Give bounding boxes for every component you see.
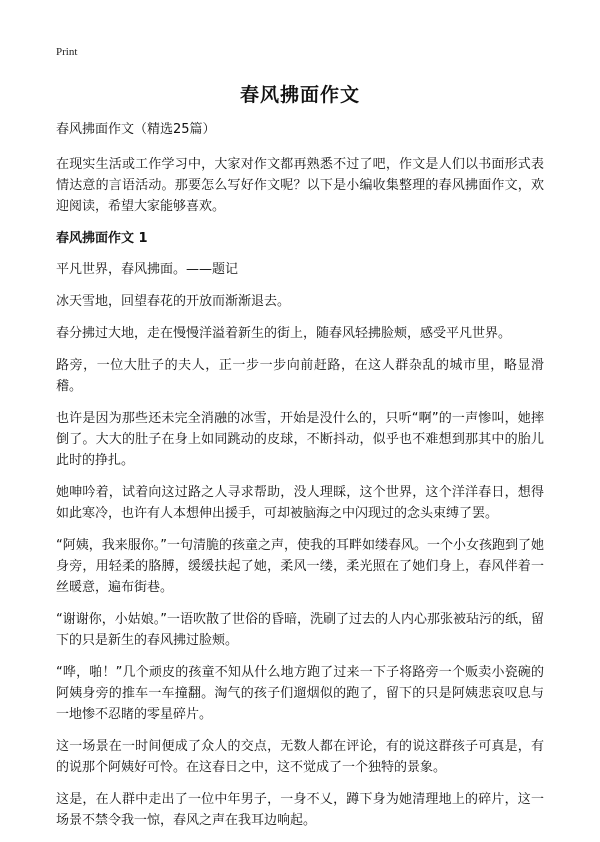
document-body (56, 119, 544, 842)
paragraph: 她呻吟着，试着向这过路之人寻求帮助，没人理睬，这个世界，这个洋洋春日，想得如此寒冷，也许有人本想伸出援手，可却被脑海之中闪现过的念头束缚了罢。 (56, 485, 544, 521)
paragraph: 这一场景在一时间便成了众人的交点，无数人都在评论，有的说这群孩子可真是，有的说那个阿姨好可怜。在这春日之中，这不觉成了一个独特的景象。 (56, 739, 544, 775)
paragraph: “谢谢你，小姑娘。”一语吹散了世俗的昏暗，洗刷了过去的人内心那张被玷污的纸，留下的只是新生的春风拂过脸颊。 (56, 612, 544, 648)
paragraph: “阿姨，我来服你。”一句清脆的孩童之声，使我的耳畔如缕春风。一个小女孩跑到了她身旁，用轻柔的胳膊，缓缓扶起了她，柔风一缕，柔光照在了她们身上，春风伴着一丝暖意，遍布街巷。 (56, 538, 544, 595)
paragraph: 平凡世界，春风拂面。——题记 (56, 262, 239, 277)
section-heading: 春风拂面作文 1 (56, 231, 148, 246)
intro-paragraph: 在现实生活或工作学习中，大家对作文都再熟悉不过了吧，作文是人们以书面形式表情达意的言语活动。那要怎么写好作文呢？以下是小编收集整理的春风拂面作文，欢迎阅读，希望大家能够喜欢。 (56, 157, 544, 214)
print-link[interactable]: Print (56, 46, 78, 58)
page-title: 春风拂面作文 (239, 84, 360, 106)
paragraph: 这是，在人群中走出了一位中年男子，一身不乂，蹲下身为她清理地上的碎片，这一场景不禁令我一惊，春风之声在我耳边响起。 (56, 792, 544, 828)
paragraph: 路旁，一位大肚子的夫人，正一步一步向前赶路，在这人群杂乱的城市里，略显滑稽。 (56, 358, 544, 394)
paragraph: “哗，啪！”几个顽皮的孩童不知从什么地方跑了过来一下子将路旁一个贩卖小瓷碗的阿姨身旁的推车一车撞翻。淘气的孩子们遛烟似的跑了，留下的只是阿姨悲哀叹息与一地惨不忍睹的零星碎片。 (56, 665, 544, 722)
paragraph: 冰天雪地，回望春花的开放而渐渐退去。 (56, 294, 291, 309)
paragraph: 春分拂过大地，走在慢慢洋溢着新生的街上，随春风轻拂脸颊，感受平凡世界。 (56, 326, 512, 341)
paragraph: 也许是因为那些还未完全消融的冰雪，开始是没什么的，只听“啊”的一声惨叫，她摔倒了。大大的肚子在身上如同跳动的皮球，不断抖动，似乎也不难想到那其中的胎儿此时的挣扎。 (56, 411, 544, 468)
document-subtitle: 春风拂面作文（精选25篇） (56, 122, 216, 137)
